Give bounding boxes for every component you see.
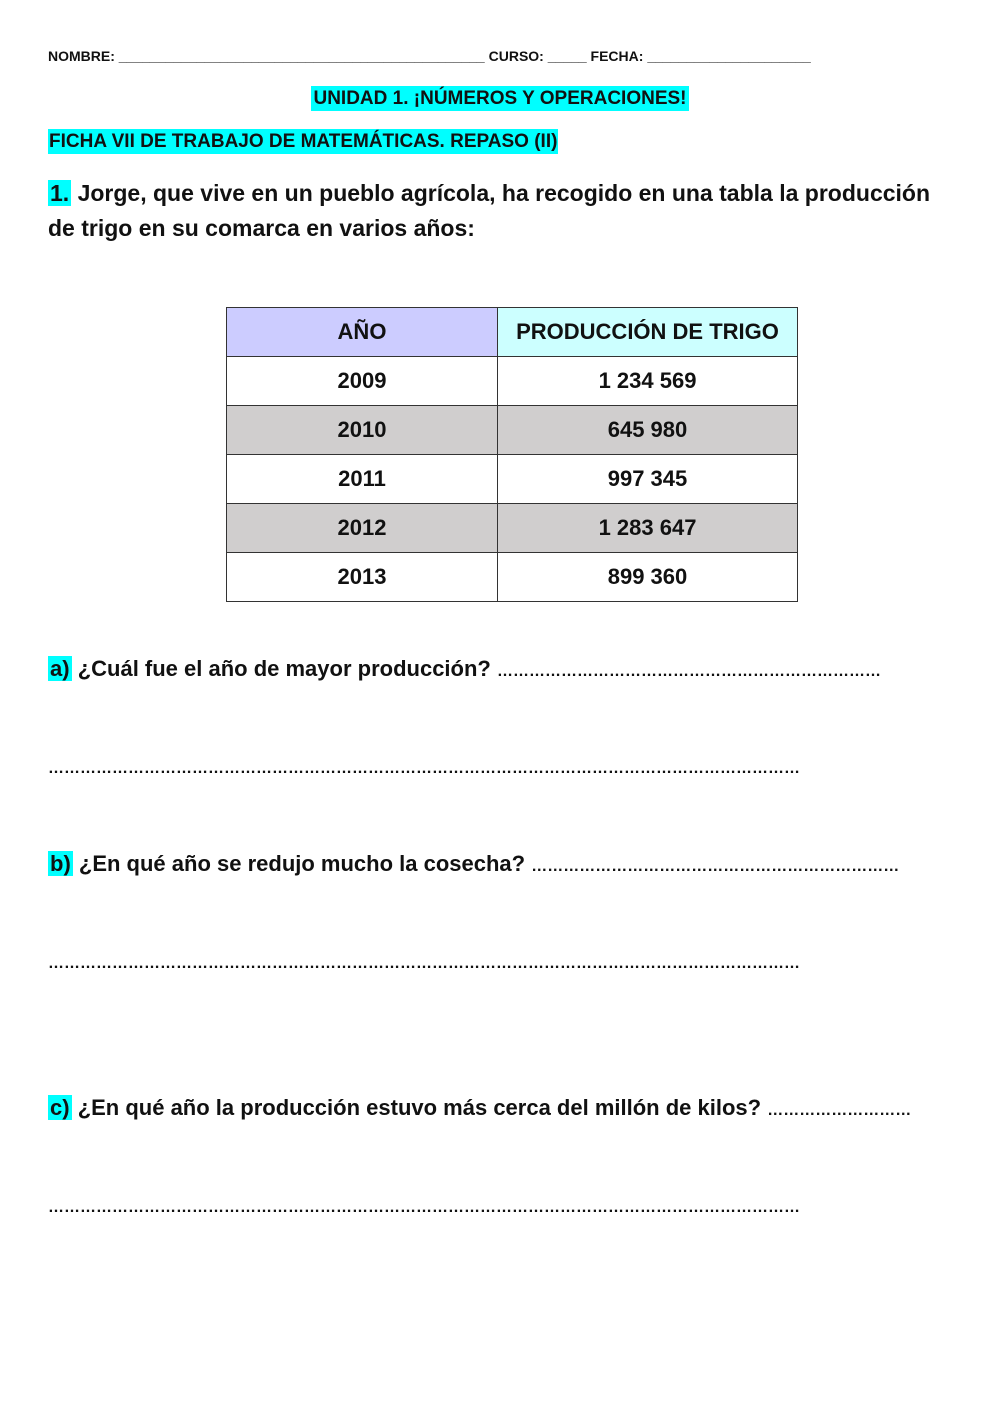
cell-year: 2009 [227, 357, 498, 406]
question-b-trail-dots[interactable]: …………………………………………………………… [531, 858, 900, 875]
question-b-text: ¿En qué año se redujo mucho la cosecha? [78, 851, 526, 876]
cell-production: 645 980 [498, 406, 798, 455]
table-row [227, 406, 798, 455]
table-header-row [227, 308, 798, 357]
cell-year: 2011 [227, 455, 498, 504]
unit-title-text: UNIDAD 1. ¡NÚMEROS Y OPERACIONES! [313, 88, 687, 109]
question-a [48, 656, 881, 682]
answer-line-a[interactable]: …………………………………………………………………………………………………………………………… [48, 760, 800, 777]
question-a-text: ¿Cuál fue el año de mayor producción? [77, 656, 491, 681]
wheat-production-table [226, 307, 798, 602]
header-year: AÑO [227, 308, 498, 357]
cell-production: 899 360 [498, 553, 798, 602]
question-c-label: c) [50, 1095, 70, 1120]
question-1-text: Jorge, que vive en un pueblo agrícola, ha recogido en una tabla la producción de trigo en su comarca en varios años: [48, 180, 931, 241]
header-production: PRODUCCIÓN DE TRIGO [498, 308, 798, 357]
worksheet-title-text: FICHA VII DE TRABAJO DE MATEMÁTICAS. REPASO (II) [49, 131, 558, 152]
student-header-line: NOMBRE: _______________________________________________ CURSO: _____ FECHA: _____________________ [48, 48, 811, 64]
question-b-label: b) [50, 851, 71, 876]
table-row [227, 504, 798, 553]
question-1-number: 1. [50, 180, 70, 206]
cell-production: 1 234 569 [498, 357, 798, 406]
cell-production: 997 345 [498, 455, 798, 504]
cell-year: 2010 [227, 406, 498, 455]
question-c-trail-dots[interactable]: ……………………… [767, 1102, 912, 1119]
answer-line-c[interactable]: …………………………………………………………………………………………………………………………… [48, 1199, 800, 1216]
cell-year: 2012 [227, 504, 498, 553]
unit-title [0, 88, 1000, 110]
question-a-trail-dots[interactable]: ……………………………………………………………… [496, 663, 881, 680]
table-row [227, 455, 798, 504]
question-a-label: a) [50, 656, 70, 681]
question-c [48, 1095, 911, 1121]
question-b [48, 851, 899, 877]
table-row [227, 553, 798, 602]
question-1 [48, 176, 948, 246]
question-c-text: ¿En qué año la producción estuvo más cerca del millón de kilos? [77, 1095, 762, 1120]
cell-year: 2013 [227, 553, 498, 602]
cell-production: 1 283 647 [498, 504, 798, 553]
worksheet-title [48, 131, 558, 153]
answer-line-b[interactable]: …………………………………………………………………………………………………………………………… [48, 955, 800, 972]
table-row [227, 357, 798, 406]
